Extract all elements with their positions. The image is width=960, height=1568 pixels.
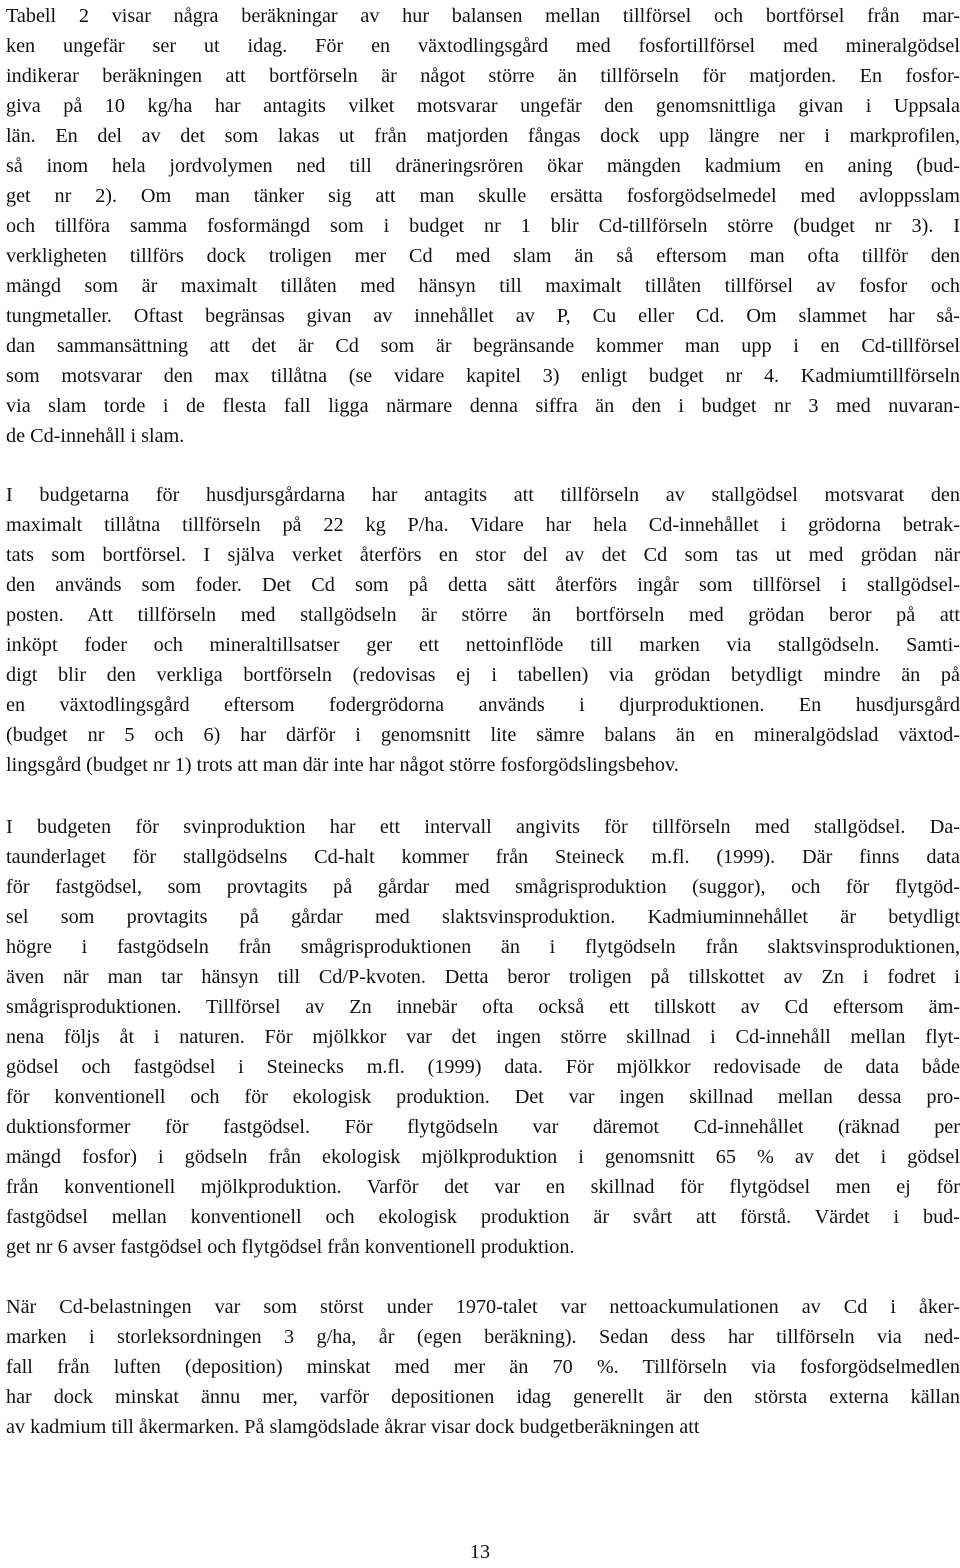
text-line: av kadmium till åkermarken. På slamgödslade åkrar visar dock budgetberäkningen att	[6, 1416, 700, 1438]
page-number: 13	[469, 1541, 491, 1563]
text-line: från konventionell mjölkproduktion. Varför det var en skillnad för flytgödsel men ej för	[6, 1176, 960, 1198]
text-line: nena följs åt i naturen. För mjölkkor var det ingen större skillnad i Cd-innehåll mellan flyt-	[6, 1026, 960, 1048]
paragraph-husdjursgardar	[6, 480, 960, 780]
text-line: en växtodlingsgård eftersom fodergrödorna används i djurproduktionen. En husdjursgård	[6, 694, 960, 716]
text-line: de Cd-innehåll i slam.	[6, 425, 185, 447]
text-line: den används som foder. Det Cd som på detta sätt återförs ingår som tillförsel i stallgödsel-	[6, 574, 960, 596]
text-line: indikerar beräkningen att bortförseln är något större än tillförseln för matjorden. En fosfor-	[6, 65, 960, 87]
text-line: lingsgård (budget nr 1) trots att man där inte har något större fosforgödslingsbehov.	[6, 754, 679, 776]
text-line: och tillföra samma fosformängd som i budget nr 1 blir Cd-tillförseln större (budget nr 3). I	[6, 215, 960, 237]
text-line: marken i storleksordningen 3 g/ha, år (egen beräkning). Sedan dess har tillförseln via ned-	[6, 1326, 960, 1348]
text-line: När Cd-belastningen var som störst under 1970-talet var nettoackumulationen av Cd i åker-	[6, 1296, 960, 1318]
text-line: län. En del av det som lakas ut från matjorden fångas dock upp längre ner i markprofilen,	[6, 125, 960, 147]
text-line: Tabell 2 visar några beräkningar av hur balansen mellan tillförsel och bortförsel från mar-	[6, 5, 960, 27]
text-line: sel som provtagits på gårdar med slaktsvinsproduktion. Kadmiuminnehållet är betydligt	[6, 906, 960, 928]
text-line: taunderlaget för stallgödselns Cd-halt kommer från Steineck m.fl. (1999). Där finns data	[6, 846, 960, 868]
text-line: högre i fastgödseln från smågrisproduktionen än i flytgödseln från slaktsvinsproduktionen,	[6, 936, 960, 958]
text-line: giva på 10 kg/ha har antagits vilket motsvarar ungefär den genomsnittliga givan i Uppsala	[6, 95, 960, 117]
text-line: I budgetarna för husdjursgårdarna har antagits att tillförseln av stallgödsel motsvarat den	[6, 484, 960, 506]
paragraph-cd-belastning	[6, 1292, 960, 1442]
text-line: tungmetaller. Oftast begränsas givan av innehållet av P, Cu eller Cd. Om slammet har så-	[6, 305, 960, 327]
text-line: ken ungefär ser ut idag. För en växtodlingsgård med fosfortillförsel med mineralgödsel	[6, 35, 960, 57]
text-line: tats som bortförsel. I själva verket återförs en stor del av det Cd som tas ut med grödan när	[6, 544, 960, 566]
paragraph-tabell-2	[6, 1, 960, 451]
text-line: maximalt tillåtna tillförseln på 22 kg P/ha. Vidare har hela Cd-innehållet i grödorna betrak-	[6, 514, 960, 536]
text-line: via slam torde i de flesta fall ligga närmare denna siffra än den i budget nr 3 med nuvaran-	[6, 395, 960, 417]
text-line: posten. Att tillförseln med stallgödseln är större än bortförseln med grödan beror på att	[6, 604, 960, 626]
text-line: för konventionell och för ekologisk produktion. Det var ingen skillnad mellan dessa pro-	[6, 1086, 960, 1108]
text-line: smågrisproduktionen. Tillförsel av Zn innebär ofta också ett tillskott av Cd eftersom äm-	[6, 996, 960, 1018]
text-line: för fastgödsel, som provtagits på gårdar med smågrisproduktion (suggor), och för flytgöd-	[6, 876, 960, 898]
text-line: get nr 2). Om man tänker sig att man skulle ersätta fosforgödselmedel med avloppsslam	[6, 185, 960, 207]
text-line: även när man tar hänsyn till Cd/P-kvoten. Detta beror troligen på tillskottet av Zn i fodret i	[6, 966, 960, 988]
text-line: har dock minskat ännu mer, varför depositionen idag generellt är den största externa källan	[6, 1386, 960, 1408]
text-line: inköpt foder och mineraltillsatser ger ett nettoinflöde till marken via stallgödseln. Samti-	[6, 634, 960, 656]
text-line: fall från luften (deposition) minskat med mer än 70 %. Tillförseln via fosforgödselmedlen	[6, 1356, 960, 1378]
text-line: (budget nr 5 och 6) har därför i genomsnitt lite sämre balans än en mineralgödslad växtod-	[6, 724, 960, 746]
text-line: mängd fosfor) i gödseln från ekologisk mjölkproduktion i genomsnitt 65 % av det i gödsel	[6, 1146, 960, 1168]
text-line: gödsel och fastgödsel i Steinecks m.fl. (1999) data. För mjölkkor redovisade de data både	[6, 1056, 960, 1078]
text-line: dan sammansättning att det är Cd som är begränsande kommer man upp i en Cd-tillförsel	[6, 335, 960, 357]
text-line: som motsvarar den max tillåtna (se vidare kapitel 3) enligt budget nr 4. Kadmiumtillförseln	[6, 365, 960, 387]
text-line: duktionsformer för fastgödsel. För flytgödseln var däremot Cd-innehållet (räknad per	[6, 1116, 960, 1138]
text-line: get nr 6 avser fastgödsel och flytgödsel från konventionell produktion.	[6, 1236, 575, 1258]
text-line: fastgödsel mellan konventionell och ekologisk produktion är svårt att förstå. Värdet i bud-	[6, 1206, 960, 1228]
text-line: I budgeten för svinproduktion har ett intervall angivits för tillförseln med stallgödsel. Da-	[6, 816, 960, 838]
text-line: digt blir den verkliga bortförseln (redovisas ej i tabellen) via grödan betydligt mindre än på	[6, 664, 960, 686]
text-line: mängd som är maximalt tillåten med hänsyn till maximalt tillåten tillförsel av fosfor och	[6, 275, 960, 297]
text-line: verkligheten tillförs dock troligen mer Cd med slam än så eftersom man ofta tillför den	[6, 245, 960, 267]
text-line: så inom hela jordvolymen ned till dräneringsrören ökar mängden kadmium en aning (bud-	[6, 155, 960, 177]
paragraph-svinproduktion	[6, 812, 960, 1262]
